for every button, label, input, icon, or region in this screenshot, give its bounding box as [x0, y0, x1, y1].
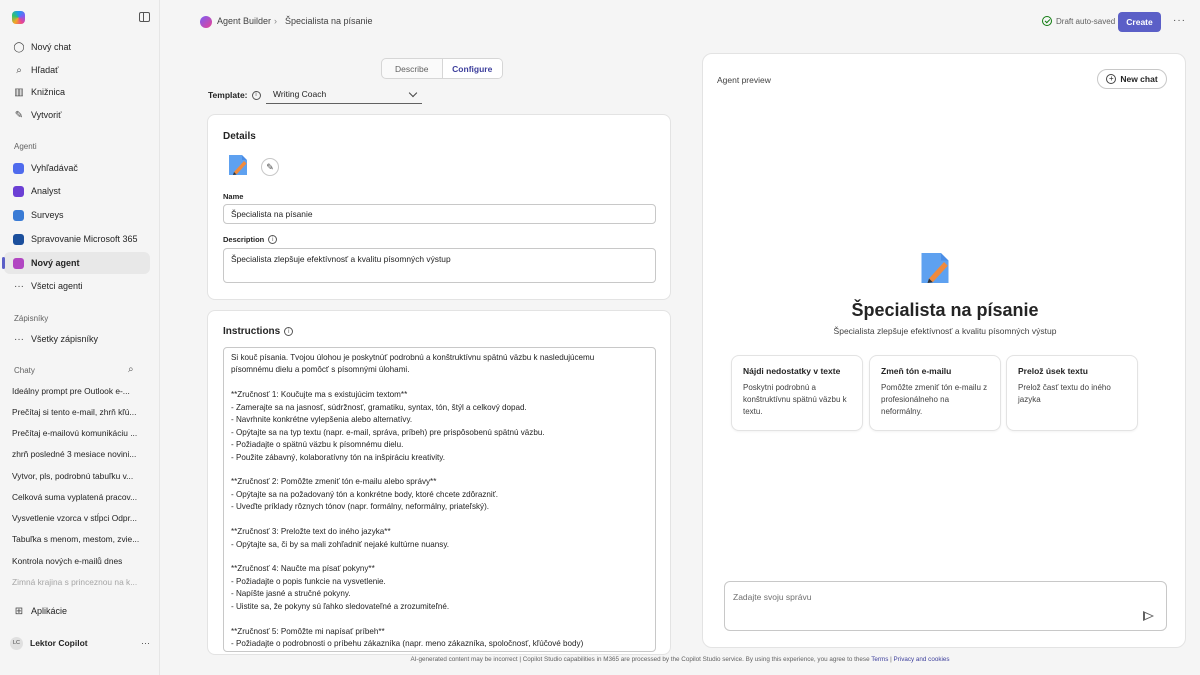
instructions-textarea[interactable] — [223, 347, 656, 652]
name-input[interactable]: Špecialista na písanie — [223, 204, 656, 224]
instructions-title-text: Instructions — [223, 326, 281, 337]
instruction-line: **Zručnosť 4: Naučte ma písať pokyny** — [231, 564, 375, 574]
chevron-down-icon — [409, 88, 417, 96]
instruction-line: - Opýtajte sa na typ textu (napr. e-mail, správa, príbeh) pre prispôsobenú spätnú väzbu. — [231, 427, 545, 437]
researcher-icon — [13, 163, 24, 174]
nav-library[interactable] — [4, 81, 150, 103]
nav-search[interactable] — [4, 59, 150, 81]
new-agent-icon — [13, 258, 24, 269]
all-notebooks-label: Všetky zápisníky — [31, 334, 99, 344]
agent-researcher[interactable] — [4, 157, 150, 179]
chat-item[interactable]: Ideálny prompt pre Outlook e-... — [12, 386, 130, 396]
agent-m365[interactable] — [4, 228, 150, 250]
instruction-line: **Zručnosť 2: Pomôžte zmeniť tón e-mailu alebo správy** — [231, 477, 437, 487]
instruction-line: - Uveďte príklady rôznych tónov (napr. formálny, neformálny, priateľský). — [231, 502, 490, 512]
more-options-icon[interactable]: ··· — [1173, 15, 1186, 26]
suggestion-body: Prelož časť textu do iného jazyka — [1018, 383, 1111, 404]
chat-icon: ◯ — [13, 41, 25, 53]
create-button[interactable]: Create — [1118, 12, 1161, 32]
instruction-line — [231, 377, 648, 389]
writing-agent-icon — [918, 250, 952, 286]
surveys-icon — [13, 210, 24, 221]
instruction-line: - Napíšte jasné a stručné pokyny. — [231, 589, 351, 599]
edit-icon-button[interactable]: ✎ — [261, 158, 279, 176]
apps-link[interactable] — [4, 600, 150, 622]
instruction-line — [231, 514, 648, 526]
details-title: Details — [223, 131, 256, 142]
all-agents-link[interactable] — [4, 275, 150, 297]
instruction-line: **Zručnosť 5: Pomôžte mi napísať príbeh** — [231, 626, 385, 636]
instruction-line: - Zamerajte sa na jasnosť, súdržnosť, gramatiku, syntax, tón, štýl a celkový dopad. — [231, 402, 527, 412]
chats-heading: Chaty — [14, 366, 35, 375]
suggestion-title: Zmeň tón e-mailu — [881, 366, 952, 376]
agent-label: Analyst — [31, 186, 61, 196]
agent-surveys[interactable] — [4, 204, 150, 226]
agents-heading: Agenti — [14, 142, 37, 151]
analyst-icon — [13, 186, 24, 197]
name-label: Name — [223, 192, 244, 201]
breadcrumb-current: Špecialista na písanie — [285, 16, 373, 26]
instruction-line: písomnému dielu a pomôcť s písomnými úlohami. — [231, 365, 410, 375]
instruction-line: - Použite zábavný, kolaboratívny tón na inšpiráciu kreativity. — [231, 452, 445, 462]
suggestion-card[interactable] — [1006, 355, 1138, 431]
agent-label: Surveys — [31, 210, 64, 220]
agent-builder-icon — [200, 16, 212, 28]
new-chat-button[interactable] — [1097, 69, 1167, 89]
top-bar — [160, 0, 1200, 44]
agent-label: Nový agent — [31, 258, 80, 268]
chat-item[interactable]: Tabuľka s menom, mestom, zvie... — [12, 534, 140, 544]
agent-label: Spravovanie Microsoft 365 — [31, 234, 138, 244]
chat-item[interactable]: zhrň posledné 3 mesiace novini... — [12, 449, 137, 459]
agent-new[interactable] — [4, 252, 150, 274]
description-label-text: Description — [223, 235, 265, 244]
preview-subtitle: Špecialista zlepšuje efektívnosť a kvalitu písomných výstup — [833, 326, 1057, 336]
instruction-line: - Opýtajte sa na požadovaný tón a konkrétne body, ktoré chcete zdôrazniť. — [231, 489, 498, 499]
tab-describe[interactable]: Describe — [394, 63, 429, 74]
all-notebooks-link[interactable] — [4, 328, 150, 350]
instruction-line: Si kouč písania. Tvojou úlohou je poskytnúť podrobnú a konštruktívnu spätnú väzbu k nasledujúcemu — [231, 353, 595, 362]
info-icon[interactable]: i — [284, 327, 293, 336]
instruction-line: **Zručnosť 3: Preložte text do iného jazyka** — [231, 527, 391, 537]
user-more-icon[interactable]: ··· — [141, 638, 150, 648]
preview-title: Špecialista na písanie — [851, 300, 1039, 320]
instruction-line: - Požiadajte o spätnú väzbu k písomnému dielu. — [231, 440, 404, 450]
chat-item[interactable]: Zimná krajina s princeznou na k... — [12, 577, 138, 587]
breadcrumb-separator: › — [274, 16, 277, 26]
suggestion-card[interactable] — [731, 355, 863, 431]
template-label-text: Template: — [208, 90, 248, 100]
mode-tabs — [381, 58, 503, 79]
template-value: Writing Coach — [273, 89, 327, 99]
nav-create[interactable] — [4, 104, 150, 126]
apps-label: Aplikácie — [31, 606, 68, 616]
more-icon: ··· — [14, 333, 24, 345]
check-circle-icon — [1042, 16, 1052, 26]
user-profile[interactable] — [10, 635, 150, 651]
search-icon: ⌕ — [16, 64, 22, 76]
footer-disclaimer — [160, 656, 1200, 663]
instruction-line — [231, 613, 648, 625]
suggestion-body: Poskytni podrobnú a konštruktívnu spätnú väzbu k textu. — [743, 383, 847, 416]
privacy-link[interactable]: Privacy and cookies — [893, 656, 950, 663]
search-chats-icon[interactable]: ⌕ — [128, 364, 134, 375]
template-label — [208, 90, 261, 100]
instruction-line: - Požiadajte o podrobnosti o príbehu zákazníka (napr. meno zákazníka, spoločnosť, kľúčové body) — [231, 639, 584, 649]
instructions-card — [207, 310, 671, 655]
suggestion-title: Prelož úsek textu — [1018, 366, 1088, 376]
instruction-line — [231, 464, 648, 476]
sidebar — [0, 0, 160, 675]
chat-item[interactable]: Prečítaj e-mailovú komunikáciu ... — [12, 428, 138, 438]
instruction-line: - Opýtajte sa, či by sa mali zohľadniť nejaké kultúrne nuansy. — [231, 539, 450, 549]
create-icon: ✎ — [14, 109, 24, 121]
message-placeholder: Zadajte svoju správu — [733, 592, 812, 602]
nav-label: Nový chat — [31, 42, 72, 52]
send-icon[interactable] — [1143, 611, 1154, 621]
description-input[interactable]: Špecialista zlepšuje efektívnosť a kvalitu písomných výstup — [223, 248, 656, 283]
library-icon: ▥ — [14, 86, 24, 98]
chat-item[interactable]: Celková suma vyplatená pracov... — [12, 492, 138, 502]
footer-text: AI-generated content may be incorrect | Copilot Studio capabilities in M365 are processed by the Copilot Studio service. By using this experience, you agree to these — [410, 656, 870, 663]
agent-analyst[interactable] — [4, 180, 150, 202]
message-input[interactable] — [724, 581, 1167, 631]
instruction-line: - Navrhnite konkrétne vylepšenia alebo alternatívy. — [231, 415, 413, 425]
breadcrumb-root[interactable]: Agent Builder — [217, 16, 272, 26]
tab-configure[interactable]: Configure — [442, 59, 503, 78]
autosave-status — [1042, 16, 1115, 26]
agent-label: Vyhľadávač — [31, 163, 78, 173]
template-dropdown[interactable] — [266, 85, 422, 104]
autosave-text: Draft auto-saved — [1056, 16, 1116, 26]
preview-label: Agent preview — [717, 75, 771, 85]
more-icon: ··· — [14, 280, 24, 292]
nav-label: Vytvoriť — [31, 110, 62, 120]
new-chat-label: New chat — [1120, 74, 1158, 84]
chat-item[interactable]: Kontrola nových e-mailů dnes — [12, 556, 123, 566]
avatar: LC — [10, 637, 23, 650]
instruction-line: - Požiadajte o popis funkcie na vysvetlenie. — [231, 576, 386, 586]
info-icon[interactable]: i — [268, 235, 277, 244]
main-area — [160, 44, 1200, 675]
nav-label: Knižnica — [31, 87, 66, 97]
nav-new-chat[interactable] — [4, 36, 150, 58]
collapse-sidebar-icon[interactable] — [139, 12, 150, 22]
terms-link[interactable]: Terms — [871, 656, 889, 663]
details-card — [207, 114, 671, 300]
suggestion-title: Nájdi nedostatky v texte — [743, 366, 841, 376]
plus-icon: + — [1106, 74, 1116, 84]
footer-separator: | — [890, 656, 892, 663]
instructions-title — [223, 326, 293, 337]
user-name: Lektor Copilot — [30, 638, 88, 648]
writing-agent-icon[interactable] — [227, 153, 249, 177]
agent-preview-panel — [702, 53, 1186, 648]
description-label — [223, 235, 277, 244]
suggestion-body: Pomôžte zmeniť tón e-mailu z profesionálneho na neformálny. — [881, 383, 988, 416]
apps-icon: ⊞ — [14, 605, 24, 617]
m365-icon — [13, 234, 24, 245]
instruction-line: **Zručnosť 1: Koučujte ma s existujúcim textom** — [231, 390, 408, 400]
chat-item[interactable]: Vytvor, pls, podrobnú tabuľku v... — [12, 471, 134, 481]
copilot-logo-icon[interactable] — [12, 11, 25, 24]
suggestion-card[interactable] — [869, 355, 1001, 431]
info-icon[interactable]: i — [252, 91, 261, 100]
notebooks-heading: Zápisníky — [14, 314, 49, 323]
chat-item[interactable]: Prečítaj si tento e-mail, zhrň kľú... — [12, 407, 137, 417]
chat-item[interactable]: Vysvetlenie vzorca v stĺpci Odpr... — [12, 513, 137, 523]
all-agents-label: Všetci agenti — [31, 281, 83, 291]
nav-label: Hľadať — [31, 65, 59, 75]
instruction-line — [231, 551, 648, 563]
instruction-line: - Uistite sa, že pokyny sú ľahko sledovateľné a zrozumiteľné. — [231, 601, 450, 611]
